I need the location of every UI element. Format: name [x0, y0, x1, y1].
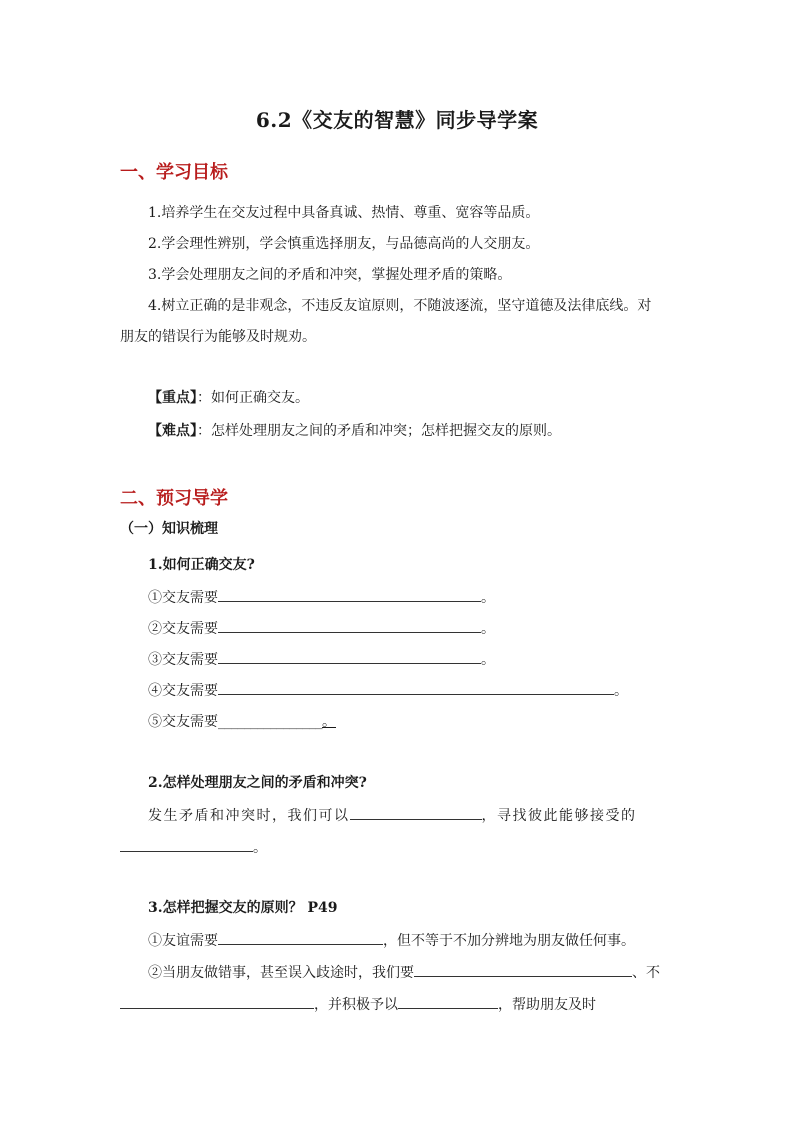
q2-answer-blank-2[interactable] — [120, 836, 253, 852]
q3-answer-blank-2[interactable] — [414, 961, 632, 977]
fill-line-2 — [148, 617, 495, 638]
goal-item-3: 3.学会处理朋友之间的矛盾和冲突，掌握处理矛盾的策略。 — [148, 267, 512, 283]
key-point-label: 【重点】 — [148, 390, 197, 406]
fill-line-3-end: 。 — [481, 652, 495, 668]
difficulty-text: ：怎样处理朋友之间的矛盾和冲突；怎样把握交友的原则。 — [197, 423, 561, 439]
goal-item-4: 4.树立正确的是非观念，不违反友谊原则，不随波逐流，坚守道德及法律底线。对 — [148, 298, 652, 314]
q3-line-3 — [120, 993, 596, 1014]
fill-line-4 — [148, 679, 628, 700]
section-heading-preview: 二、预习导学 — [120, 488, 228, 509]
q3-line-1 — [148, 929, 635, 950]
fill-line-4-label: ④交友需要 — [148, 683, 218, 699]
fill-line-3 — [148, 648, 495, 669]
q3-line-3-start: ，并积极予以 — [314, 997, 398, 1013]
difficulty-label: 【难点】 — [148, 423, 197, 439]
q2-line-1-end: ，寻找彼此能够接受的 — [481, 808, 637, 824]
fill-line-3-label: ③交友需要 — [148, 652, 218, 668]
q2-line-2-end: 。 — [253, 840, 267, 856]
goal-item-4-continued: 朋友的错误行为能够及时规劝。 — [120, 329, 316, 345]
fill-line-1-end: 。 — [481, 590, 495, 606]
answer-blank-5[interactable]: ________________ — [218, 714, 322, 730]
fill-line-2-end: 。 — [481, 621, 495, 637]
q2-line-1-start: 发生矛盾和冲突时，我们可以 — [148, 808, 350, 824]
key-point — [148, 387, 309, 407]
q3-line-2-end: 、不 — [632, 965, 660, 981]
fill-line-2-label: ②交友需要 — [148, 621, 218, 637]
answer-blank-1[interactable] — [218, 586, 481, 602]
fill-line-5-end: 。 — [322, 714, 336, 730]
q3-answer-blank-1[interactable] — [218, 929, 383, 945]
q3-line-2-start: ②当朋友做错事，甚至误入歧途时，我们要 — [148, 965, 414, 981]
fill-line-1 — [148, 586, 495, 607]
document-title: 6.2《交友的智慧》同步导学案 — [255, 108, 539, 132]
q3-line-1-start: ①友谊需要 — [148, 933, 218, 949]
answer-blank-4[interactable] — [218, 679, 614, 695]
q3-answer-blank-4[interactable] — [398, 993, 498, 1009]
q2-answer-blank-1[interactable] — [350, 804, 482, 820]
q3-answer-blank-3[interactable] — [120, 993, 314, 1009]
fill-line-5 — [148, 711, 336, 731]
question-1-title: 1.如何正确交友? — [148, 557, 255, 573]
difficulty-point — [148, 420, 561, 440]
question-2-title: 2.怎样处理朋友之间的矛盾和冲突? — [148, 775, 367, 791]
q3-line-1-end: ，但不等于不加分辨地为朋友做任何事。 — [383, 933, 635, 949]
goal-item-2: 2.学会理性辨别，学会慎重选择朋友，与品德高尚的人交朋友。 — [148, 236, 540, 252]
question-3-title: 3.怎样把握交友的原则？ P49 — [148, 900, 338, 916]
answer-blank-3[interactable] — [218, 648, 481, 664]
answer-blank-2[interactable] — [218, 617, 481, 633]
fill-line-4-end: 。 — [614, 683, 628, 699]
section-heading-learning-goals: 一、学习目标 — [120, 162, 228, 183]
subsection-heading: （一）知识梳理 — [120, 521, 218, 537]
q2-line-1 — [148, 804, 637, 825]
goal-item-1: 1.培养学生在交友过程中具备真诚、热情、尊重、宽容等品质。 — [148, 205, 540, 221]
q2-line-2 — [120, 836, 267, 857]
fill-line-5-label: ⑤交友需要 — [148, 714, 218, 730]
q3-line-3-end: ，帮助朋友及时 — [498, 997, 596, 1013]
fill-line-1-label: ①交友需要 — [148, 590, 218, 606]
q3-line-2 — [148, 961, 660, 982]
key-point-text: ：如何正确交友。 — [197, 390, 309, 406]
